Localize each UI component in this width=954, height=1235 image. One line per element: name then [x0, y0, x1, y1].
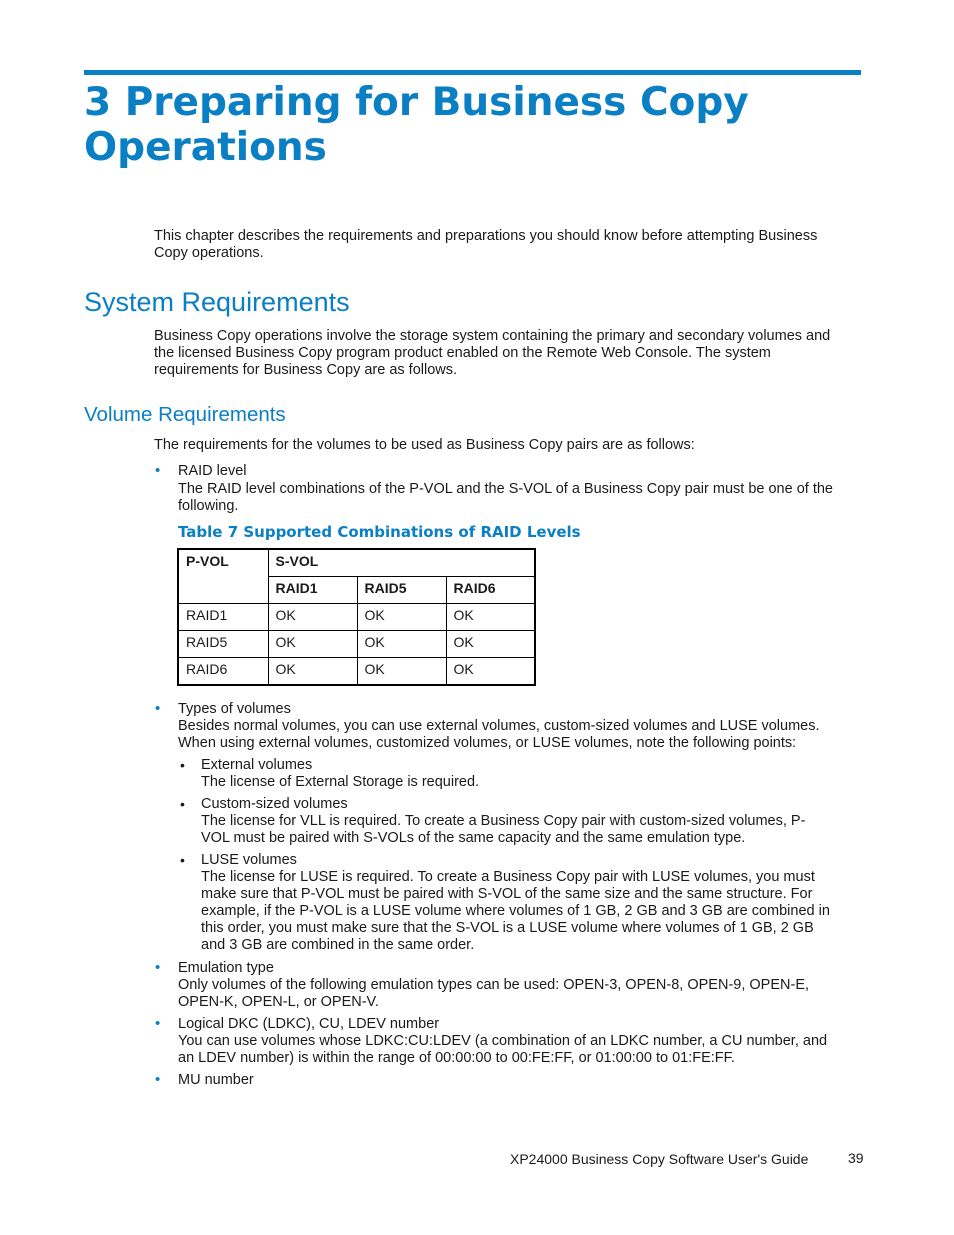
volume-requirements-intro: The requirements for the volumes to be used as Business Copy pairs are as follows:: [154, 437, 695, 453]
raid-level-text: The RAID level combinations of the P-VOL and the S-VOL of a Business Copy pair must be one of the following.: [178, 481, 833, 514]
table-cell: OK: [268, 604, 357, 631]
table-caption: Table 7 Supported Combinations of RAID Levels: [178, 523, 581, 541]
ldkc-title: Logical DKC (LDKC), CU, LDEV number: [178, 1016, 440, 1032]
chapter-intro: This chapter describes the requirements and preparations you should know before attempting Business Copy operations.: [154, 228, 818, 261]
system-requirements-heading: System Requirements: [84, 287, 350, 317]
table-cell: OK: [268, 658, 357, 686]
table-header-cell: RAID1: [268, 577, 357, 604]
table-header-cell: RAID5: [357, 577, 446, 604]
table-cell: OK: [446, 604, 535, 631]
table-cell: OK: [357, 658, 446, 686]
table-row: [178, 658, 535, 686]
sub-list-bullet: •: [180, 852, 185, 868]
page-number: 39: [848, 1150, 864, 1166]
list-bullet: •: [155, 700, 161, 717]
list-bullet: •: [155, 462, 161, 479]
chapter-title: 3 Preparing for Business Copy Operations: [84, 80, 749, 170]
table-cell: OK: [268, 631, 357, 658]
table-cell: OK: [446, 631, 535, 658]
ldkc-text: You can use volumes whose LDKC:CU:LDEV (a combination of an LDKC number, a CU number, and an LDEV number) is within the range of 00:00:00 to 00:FE:FF, or 01:00:00 to 01:FE:FF.: [178, 1033, 828, 1066]
external-volumes-text: The license of External Storage is required.: [201, 774, 480, 790]
table-cell: RAID6: [178, 658, 268, 686]
table-cell: OK: [357, 604, 446, 631]
footer-guide-title: XP24000 Business Copy Software User's Guide: [510, 1151, 809, 1167]
table-cell: OK: [357, 631, 446, 658]
list-bullet: •: [155, 959, 161, 976]
luse-volumes-text: The license for LUSE is required. To create a Business Copy pair with LUSE volumes, you must make sure that P-VOL must be paired with S-VOL of the same size and the same structure. For example, if the P-VOL is a LUSE volume where volumes of 1 GB, 2 GB and 3 GB are combined in this order, you must make sure that the S-VOL is a LUSE volume where volumes of 1 GB, 2 GB and 3 GB are combined in the same order.: [201, 869, 830, 953]
system-requirements-body: Business Copy operations involve the storage system containing the primary and secondary volumes and the licensed Business Copy program product enabled on the Remote Web Console. The system requirements for Business Copy are as follows.: [154, 328, 831, 378]
table-header-row: [178, 549, 535, 577]
sub-list-bullet: •: [180, 757, 185, 773]
types-of-volumes-title: Types of volumes: [178, 701, 291, 717]
list-bullet: •: [155, 1071, 161, 1088]
table-header-cell: P-VOL: [178, 549, 268, 604]
table-row: [178, 631, 535, 658]
table-header-cell: S-VOL: [268, 549, 535, 577]
luse-volumes-title: LUSE volumes: [201, 852, 297, 868]
custom-sized-volumes-title: Custom-sized volumes: [201, 796, 348, 812]
table-header-cell: RAID6: [446, 577, 535, 604]
emulation-type-text: Only volumes of the following emulation types can be used: OPEN-3, OPEN-8, OPEN-9, OPEN-E, OPEN-K, OPEN-L, or OPEN-V.: [178, 977, 810, 1010]
table-cell: RAID5: [178, 631, 268, 658]
emulation-type-title: Emulation type: [178, 960, 274, 976]
external-volumes-title: External volumes: [201, 757, 313, 773]
sub-list-bullet: •: [180, 796, 185, 812]
custom-sized-volumes-text: The license for VLL is required. To create a Business Copy pair with custom-sized volumes, P-VOL must be paired with S-VOLs of the same capacity and the same emulation type.: [201, 813, 806, 846]
list-bullet: •: [155, 1015, 161, 1032]
table-cell: RAID1: [178, 604, 268, 631]
mu-number-title: MU number: [178, 1072, 254, 1088]
table-row: [178, 604, 535, 631]
raid-combination-table: [177, 548, 536, 686]
chapter-top-rule: [84, 70, 861, 75]
types-of-volumes-text: Besides normal volumes, you can use external volumes, custom-sized volumes and LUSE volumes. When using external volumes, customized volumes, or LUSE volumes, note the following points:: [178, 718, 820, 751]
volume-requirements-heading: Volume Requirements: [84, 403, 286, 426]
raid-level-title: RAID level: [178, 463, 247, 479]
table-cell: OK: [446, 658, 535, 686]
